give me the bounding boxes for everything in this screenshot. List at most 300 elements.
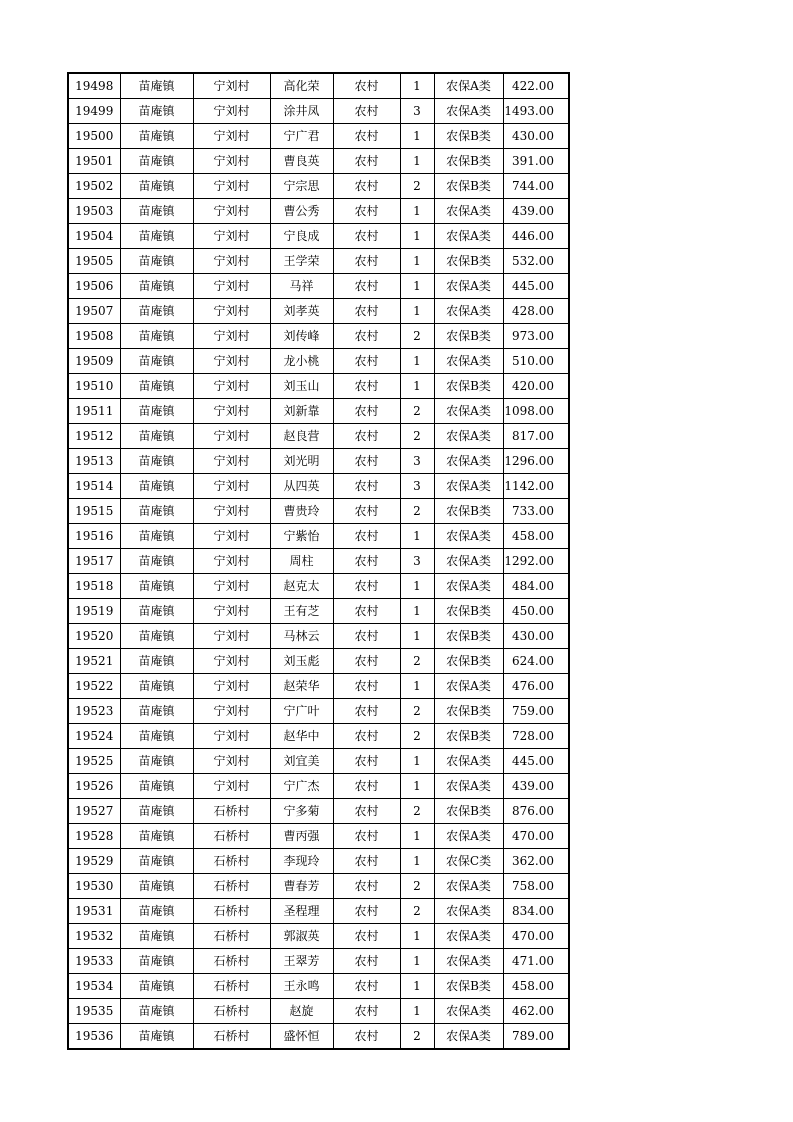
- insurance-category-cell: 农保A类: [434, 999, 503, 1024]
- village-cell: 宁刘村: [193, 249, 270, 274]
- amount-cell: 817.00: [503, 424, 569, 449]
- household-count-cell: 2: [400, 874, 434, 899]
- insurance-category-cell: 农保A类: [434, 749, 503, 774]
- person-name-cell: 盛怀恒: [270, 1024, 333, 1050]
- village-cell: 宁刘村: [193, 199, 270, 224]
- amount-cell: 420.00: [503, 374, 569, 399]
- residence-type-cell: 农村: [333, 974, 400, 999]
- insurance-category-cell: 农保A类: [434, 949, 503, 974]
- amount-cell: 430.00: [503, 624, 569, 649]
- household-count-cell: 2: [400, 899, 434, 924]
- person-name-cell: 马祥: [270, 274, 333, 299]
- person-name-cell: 李现玲: [270, 849, 333, 874]
- insurance-category-cell: 农保B类: [434, 699, 503, 724]
- household-count-cell: 1: [400, 524, 434, 549]
- record-id-cell: 19508: [68, 324, 120, 349]
- record-id-cell: 19522: [68, 674, 120, 699]
- record-id-cell: 19514: [68, 474, 120, 499]
- insurance-category-cell: 农保B类: [434, 249, 503, 274]
- residence-type-cell: 农村: [333, 349, 400, 374]
- household-count-cell: 2: [400, 699, 434, 724]
- residence-type-cell: 农村: [333, 199, 400, 224]
- insurance-category-cell: 农保B类: [434, 724, 503, 749]
- insurance-category-cell: 农保A类: [434, 574, 503, 599]
- table-row: [68, 224, 569, 249]
- amount-cell: 1296.00: [503, 449, 569, 474]
- household-count-cell: 2: [400, 799, 434, 824]
- record-id-cell: 19500: [68, 124, 120, 149]
- residence-type-cell: 农村: [333, 999, 400, 1024]
- household-count-cell: 1: [400, 224, 434, 249]
- residence-type-cell: 农村: [333, 149, 400, 174]
- township-cell: 苗庵镇: [120, 924, 193, 949]
- insurance-category-cell: 农保A类: [434, 524, 503, 549]
- record-id-cell: 19529: [68, 849, 120, 874]
- insurance-category-cell: 农保A类: [434, 274, 503, 299]
- record-id-cell: 19505: [68, 249, 120, 274]
- amount-cell: 471.00: [503, 949, 569, 974]
- residence-type-cell: 农村: [333, 124, 400, 149]
- insurance-category-cell: 农保B类: [434, 324, 503, 349]
- amount-cell: 428.00: [503, 299, 569, 324]
- record-id-cell: 19516: [68, 524, 120, 549]
- table-row: [68, 799, 569, 824]
- person-name-cell: 赵荣华: [270, 674, 333, 699]
- residence-type-cell: 农村: [333, 924, 400, 949]
- person-name-cell: 刘新靠: [270, 399, 333, 424]
- township-cell: 苗庵镇: [120, 524, 193, 549]
- table-row: [68, 424, 569, 449]
- amount-cell: 462.00: [503, 999, 569, 1024]
- table-row: [68, 624, 569, 649]
- residence-type-cell: 农村: [333, 474, 400, 499]
- village-cell: 石桥村: [193, 924, 270, 949]
- record-id-cell: 19519: [68, 599, 120, 624]
- household-count-cell: 2: [400, 324, 434, 349]
- record-id-cell: 19531: [68, 899, 120, 924]
- township-cell: 苗庵镇: [120, 349, 193, 374]
- residence-type-cell: 农村: [333, 824, 400, 849]
- residence-type-cell: 农村: [333, 324, 400, 349]
- ledger-body: [68, 73, 569, 1049]
- table-row: [68, 149, 569, 174]
- household-count-cell: 1: [400, 73, 434, 99]
- record-id-cell: 19504: [68, 224, 120, 249]
- amount-cell: 1098.00: [503, 399, 569, 424]
- village-cell: 宁刘村: [193, 224, 270, 249]
- table-row: [68, 99, 569, 124]
- village-cell: 宁刘村: [193, 174, 270, 199]
- amount-cell: 362.00: [503, 849, 569, 874]
- insurance-category-cell: 农保A类: [434, 874, 503, 899]
- township-cell: 苗庵镇: [120, 124, 193, 149]
- amount-cell: 439.00: [503, 199, 569, 224]
- table-row: [68, 774, 569, 799]
- township-cell: 苗庵镇: [120, 874, 193, 899]
- township-cell: 苗庵镇: [120, 424, 193, 449]
- record-id-cell: 19499: [68, 99, 120, 124]
- household-count-cell: 1: [400, 674, 434, 699]
- person-name-cell: 赵克太: [270, 574, 333, 599]
- amount-cell: 1142.00: [503, 474, 569, 499]
- amount-cell: 973.00: [503, 324, 569, 349]
- residence-type-cell: 农村: [333, 449, 400, 474]
- person-name-cell: 周柱: [270, 549, 333, 574]
- amount-cell: 758.00: [503, 874, 569, 899]
- insurance-category-cell: 农保A类: [434, 774, 503, 799]
- table-row: [68, 724, 569, 749]
- residence-type-cell: 农村: [333, 649, 400, 674]
- village-cell: 宁刘村: [193, 724, 270, 749]
- table-row: [68, 199, 569, 224]
- residence-type-cell: 农村: [333, 1024, 400, 1050]
- table-row: [68, 449, 569, 474]
- table-row: [68, 874, 569, 899]
- amount-cell: 458.00: [503, 524, 569, 549]
- insurance-category-cell: 农保A类: [434, 349, 503, 374]
- table-row: [68, 1024, 569, 1050]
- township-cell: 苗庵镇: [120, 224, 193, 249]
- village-cell: 宁刘村: [193, 749, 270, 774]
- village-cell: 石桥村: [193, 849, 270, 874]
- record-id-cell: 19520: [68, 624, 120, 649]
- person-name-cell: 圣程理: [270, 899, 333, 924]
- insurance-category-cell: 农保B类: [434, 149, 503, 174]
- insurance-category-cell: 农保B类: [434, 799, 503, 824]
- insurance-category-cell: 农保A类: [434, 824, 503, 849]
- village-cell: 宁刘村: [193, 649, 270, 674]
- amount-cell: 391.00: [503, 149, 569, 174]
- residence-type-cell: 农村: [333, 874, 400, 899]
- table-row: [68, 574, 569, 599]
- household-count-cell: 2: [400, 649, 434, 674]
- insurance-category-cell: 农保A类: [434, 199, 503, 224]
- person-name-cell: 赵华中: [270, 724, 333, 749]
- person-name-cell: 王翠芳: [270, 949, 333, 974]
- person-name-cell: 马林云: [270, 624, 333, 649]
- table-row: [68, 924, 569, 949]
- residence-type-cell: 农村: [333, 224, 400, 249]
- insurance-category-cell: 农保A类: [434, 899, 503, 924]
- residence-type-cell: 农村: [333, 374, 400, 399]
- person-name-cell: 王永鸣: [270, 974, 333, 999]
- residence-type-cell: 农村: [333, 524, 400, 549]
- village-cell: 宁刘村: [193, 424, 270, 449]
- amount-cell: 430.00: [503, 124, 569, 149]
- person-name-cell: 宁广叶: [270, 699, 333, 724]
- table-row: [68, 824, 569, 849]
- amount-cell: 450.00: [503, 599, 569, 624]
- township-cell: 苗庵镇: [120, 599, 193, 624]
- township-cell: 苗庵镇: [120, 274, 193, 299]
- table-row: [68, 999, 569, 1024]
- township-cell: 苗庵镇: [120, 949, 193, 974]
- table-row: [68, 974, 569, 999]
- household-count-cell: 1: [400, 999, 434, 1024]
- household-count-cell: 2: [400, 174, 434, 199]
- person-name-cell: 宁广杰: [270, 774, 333, 799]
- record-id-cell: 19524: [68, 724, 120, 749]
- amount-cell: 470.00: [503, 924, 569, 949]
- township-cell: 苗庵镇: [120, 824, 193, 849]
- record-id-cell: 19509: [68, 349, 120, 374]
- amount-cell: 458.00: [503, 974, 569, 999]
- residence-type-cell: 农村: [333, 949, 400, 974]
- household-count-cell: 1: [400, 349, 434, 374]
- village-cell: 宁刘村: [193, 99, 270, 124]
- village-cell: 宁刘村: [193, 299, 270, 324]
- residence-type-cell: 农村: [333, 549, 400, 574]
- village-cell: 宁刘村: [193, 349, 270, 374]
- table-row: [68, 499, 569, 524]
- person-name-cell: 涂井凤: [270, 99, 333, 124]
- person-name-cell: 从四英: [270, 474, 333, 499]
- township-cell: 苗庵镇: [120, 549, 193, 574]
- person-name-cell: 郭淑英: [270, 924, 333, 949]
- village-cell: 石桥村: [193, 874, 270, 899]
- person-name-cell: 高化荣: [270, 73, 333, 99]
- table-row: [68, 399, 569, 424]
- township-cell: 苗庵镇: [120, 324, 193, 349]
- residence-type-cell: 农村: [333, 749, 400, 774]
- township-cell: 苗庵镇: [120, 399, 193, 424]
- village-cell: 宁刘村: [193, 574, 270, 599]
- amount-cell: 422.00: [503, 73, 569, 99]
- table-row: [68, 274, 569, 299]
- insurance-category-cell: 农保A类: [434, 224, 503, 249]
- person-name-cell: 王学荣: [270, 249, 333, 274]
- village-cell: 石桥村: [193, 899, 270, 924]
- household-count-cell: 2: [400, 499, 434, 524]
- village-cell: 石桥村: [193, 799, 270, 824]
- record-id-cell: 19526: [68, 774, 120, 799]
- insurance-category-cell: 农保A类: [434, 674, 503, 699]
- residence-type-cell: 农村: [333, 774, 400, 799]
- residence-type-cell: 农村: [333, 174, 400, 199]
- amount-cell: 532.00: [503, 249, 569, 274]
- village-cell: 宁刘村: [193, 149, 270, 174]
- record-id-cell: 19517: [68, 549, 120, 574]
- amount-cell: 445.00: [503, 274, 569, 299]
- household-count-cell: 1: [400, 949, 434, 974]
- person-name-cell: 刘玉山: [270, 374, 333, 399]
- household-count-cell: 1: [400, 199, 434, 224]
- village-cell: 宁刘村: [193, 274, 270, 299]
- township-cell: 苗庵镇: [120, 799, 193, 824]
- insurance-category-cell: 农保A类: [434, 99, 503, 124]
- table-row: [68, 349, 569, 374]
- record-id-cell: 19536: [68, 1024, 120, 1050]
- table-row: [68, 73, 569, 99]
- amount-cell: 728.00: [503, 724, 569, 749]
- residence-type-cell: 农村: [333, 899, 400, 924]
- amount-cell: 789.00: [503, 1024, 569, 1050]
- insurance-category-cell: 农保B类: [434, 499, 503, 524]
- amount-cell: 759.00: [503, 699, 569, 724]
- township-cell: 苗庵镇: [120, 474, 193, 499]
- residence-type-cell: 农村: [333, 399, 400, 424]
- household-count-cell: 1: [400, 774, 434, 799]
- insurance-category-cell: 农保A类: [434, 73, 503, 99]
- table-row: [68, 124, 569, 149]
- amount-cell: 484.00: [503, 574, 569, 599]
- record-id-cell: 19530: [68, 874, 120, 899]
- person-name-cell: 赵良营: [270, 424, 333, 449]
- village-cell: 宁刘村: [193, 73, 270, 99]
- township-cell: 苗庵镇: [120, 974, 193, 999]
- record-id-cell: 19503: [68, 199, 120, 224]
- table-row: [68, 949, 569, 974]
- township-cell: 苗庵镇: [120, 374, 193, 399]
- table-row: [68, 649, 569, 674]
- record-id-cell: 19506: [68, 274, 120, 299]
- record-id-cell: 19535: [68, 999, 120, 1024]
- table-row: [68, 899, 569, 924]
- record-id-cell: 19498: [68, 73, 120, 99]
- record-id-cell: 19528: [68, 824, 120, 849]
- record-id-cell: 19532: [68, 924, 120, 949]
- person-name-cell: 曹春芳: [270, 874, 333, 899]
- person-name-cell: 曹公秀: [270, 199, 333, 224]
- village-cell: 宁刘村: [193, 624, 270, 649]
- village-cell: 宁刘村: [193, 374, 270, 399]
- record-id-cell: 19501: [68, 149, 120, 174]
- village-cell: 石桥村: [193, 1024, 270, 1050]
- village-cell: 宁刘村: [193, 474, 270, 499]
- township-cell: 苗庵镇: [120, 99, 193, 124]
- person-name-cell: 刘玉彪: [270, 649, 333, 674]
- residence-type-cell: 农村: [333, 499, 400, 524]
- amount-cell: 446.00: [503, 224, 569, 249]
- person-name-cell: 刘孝英: [270, 299, 333, 324]
- household-count-cell: 1: [400, 599, 434, 624]
- township-cell: 苗庵镇: [120, 249, 193, 274]
- household-count-cell: 2: [400, 1024, 434, 1050]
- amount-cell: 876.00: [503, 799, 569, 824]
- household-count-cell: 2: [400, 424, 434, 449]
- residence-type-cell: 农村: [333, 424, 400, 449]
- household-count-cell: 1: [400, 824, 434, 849]
- residence-type-cell: 农村: [333, 249, 400, 274]
- township-cell: 苗庵镇: [120, 1024, 193, 1050]
- table-row: [68, 174, 569, 199]
- person-name-cell: 宁良成: [270, 224, 333, 249]
- township-cell: 苗庵镇: [120, 449, 193, 474]
- amount-cell: 733.00: [503, 499, 569, 524]
- ledger-table: [67, 72, 570, 1050]
- township-cell: 苗庵镇: [120, 624, 193, 649]
- village-cell: 石桥村: [193, 974, 270, 999]
- person-name-cell: 龙小桃: [270, 349, 333, 374]
- person-name-cell: 曹良英: [270, 149, 333, 174]
- village-cell: 宁刘村: [193, 324, 270, 349]
- village-cell: 宁刘村: [193, 399, 270, 424]
- household-count-cell: 3: [400, 474, 434, 499]
- record-id-cell: 19507: [68, 299, 120, 324]
- record-id-cell: 19513: [68, 449, 120, 474]
- township-cell: 苗庵镇: [120, 774, 193, 799]
- amount-cell: 470.00: [503, 824, 569, 849]
- household-count-cell: 1: [400, 374, 434, 399]
- record-id-cell: 19534: [68, 974, 120, 999]
- household-count-cell: 2: [400, 724, 434, 749]
- village-cell: 宁刘村: [193, 524, 270, 549]
- amount-cell: 744.00: [503, 174, 569, 199]
- township-cell: 苗庵镇: [120, 849, 193, 874]
- person-name-cell: 宁广君: [270, 124, 333, 149]
- household-count-cell: 3: [400, 549, 434, 574]
- record-id-cell: 19515: [68, 499, 120, 524]
- amount-cell: 624.00: [503, 649, 569, 674]
- insurance-category-cell: 农保A类: [434, 924, 503, 949]
- amount-cell: 834.00: [503, 899, 569, 924]
- township-cell: 苗庵镇: [120, 749, 193, 774]
- person-name-cell: 宁紫怡: [270, 524, 333, 549]
- household-count-cell: 3: [400, 449, 434, 474]
- amount-cell: 476.00: [503, 674, 569, 699]
- village-cell: 宁刘村: [193, 499, 270, 524]
- household-count-cell: 2: [400, 399, 434, 424]
- table-row: [68, 374, 569, 399]
- person-name-cell: 刘传峰: [270, 324, 333, 349]
- table-row: [68, 549, 569, 574]
- residence-type-cell: 农村: [333, 73, 400, 99]
- household-count-cell: 1: [400, 299, 434, 324]
- amount-cell: 510.00: [503, 349, 569, 374]
- residence-type-cell: 农村: [333, 724, 400, 749]
- household-count-cell: 1: [400, 849, 434, 874]
- person-name-cell: 宁宗思: [270, 174, 333, 199]
- residence-type-cell: 农村: [333, 574, 400, 599]
- record-id-cell: 19527: [68, 799, 120, 824]
- household-count-cell: 1: [400, 624, 434, 649]
- table-row: [68, 474, 569, 499]
- township-cell: 苗庵镇: [120, 149, 193, 174]
- household-count-cell: 1: [400, 749, 434, 774]
- table-row: [68, 599, 569, 624]
- insurance-category-cell: 农保A类: [434, 299, 503, 324]
- table-row: [68, 324, 569, 349]
- household-count-cell: 1: [400, 974, 434, 999]
- record-id-cell: 19523: [68, 699, 120, 724]
- township-cell: 苗庵镇: [120, 174, 193, 199]
- insurance-category-cell: 农保B类: [434, 974, 503, 999]
- person-name-cell: 曹贵玲: [270, 499, 333, 524]
- table-row: [68, 299, 569, 324]
- table-row: [68, 674, 569, 699]
- table-row: [68, 249, 569, 274]
- household-count-cell: 3: [400, 99, 434, 124]
- village-cell: 宁刘村: [193, 549, 270, 574]
- insurance-category-cell: 农保A类: [434, 474, 503, 499]
- table-row: [68, 699, 569, 724]
- amount-cell: 439.00: [503, 774, 569, 799]
- township-cell: 苗庵镇: [120, 899, 193, 924]
- household-count-cell: 1: [400, 574, 434, 599]
- township-cell: 苗庵镇: [120, 699, 193, 724]
- table-row: [68, 524, 569, 549]
- village-cell: 石桥村: [193, 999, 270, 1024]
- township-cell: 苗庵镇: [120, 574, 193, 599]
- household-count-cell: 1: [400, 149, 434, 174]
- person-name-cell: 曹丙强: [270, 824, 333, 849]
- record-id-cell: 19502: [68, 174, 120, 199]
- township-cell: 苗庵镇: [120, 999, 193, 1024]
- insurance-category-cell: 农保B类: [434, 124, 503, 149]
- household-count-cell: 1: [400, 124, 434, 149]
- township-cell: 苗庵镇: [120, 199, 193, 224]
- village-cell: 宁刘村: [193, 774, 270, 799]
